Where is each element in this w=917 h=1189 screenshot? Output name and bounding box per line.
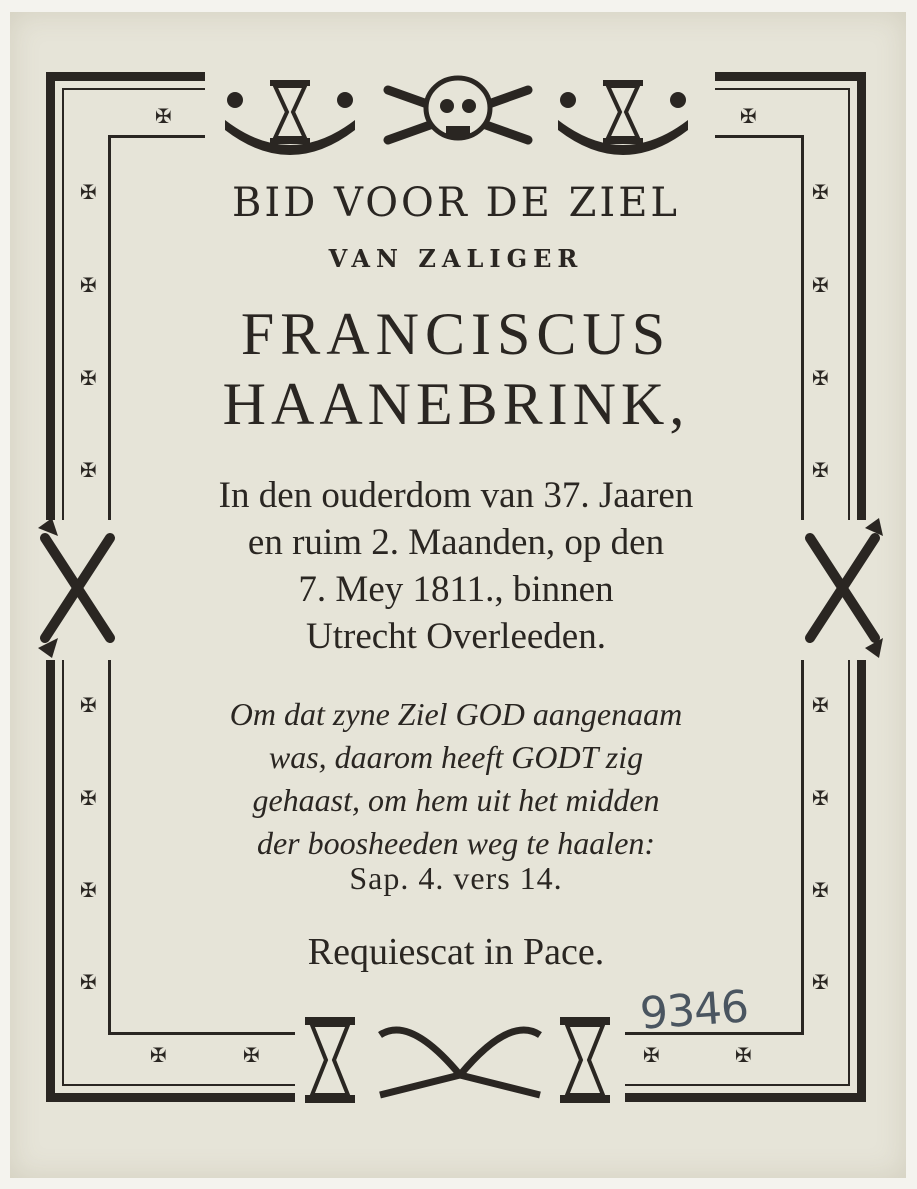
cross-pattee-icon: ✠	[80, 366, 97, 390]
cross-pattee-icon: ✠	[155, 104, 172, 128]
crossed-scythes-icon	[370, 1015, 550, 1105]
crossed-torches-icon	[795, 518, 885, 658]
accession-number: 9346	[638, 981, 750, 1040]
death-details-line: Utrecht Overleeden.	[306, 616, 606, 657]
cross-pattee-icon: ✠	[80, 878, 97, 902]
death-details-line: en ruim 2. Maanden, op den	[247, 522, 665, 563]
cross-pattee-icon: ✠	[812, 693, 829, 717]
verse-line: gehaast, om hem uit het midden	[252, 782, 660, 818]
hourglass-icon	[555, 1015, 615, 1105]
scripture-reference: Sap. 4. vers 14.	[349, 860, 563, 896]
scripture-verse	[120, 693, 792, 865]
hourglass-icon	[215, 70, 365, 160]
cross-pattee-icon: ✠	[812, 786, 829, 810]
cross-pattee-icon: ✠	[812, 878, 829, 902]
hourglass-icon	[548, 70, 698, 160]
cross-pattee-icon: ✠	[80, 273, 97, 297]
cross-pattee-icon: ✠	[735, 1043, 752, 1067]
skull-crossbones-icon	[378, 70, 538, 160]
cross-pattee-icon: ✠	[80, 458, 97, 482]
verse-line: was, daarom heeft GODT zig	[268, 739, 644, 775]
death-details-line: 7. Mey 1811., binnen	[298, 569, 614, 610]
cross-pattee-icon: ✠	[812, 970, 829, 994]
hourglass-icon	[300, 1015, 360, 1105]
death-details-line: In den ouderdom van 37. Jaaren	[218, 475, 694, 516]
deceased-first-name: FRANCISCUS	[240, 301, 672, 367]
crossed-torches-icon	[30, 518, 120, 658]
cross-pattee-icon: ✠	[80, 180, 97, 204]
prayer-heading: BID VOOR DE ZIEL	[232, 180, 680, 226]
cross-pattee-icon: ✠	[812, 366, 829, 390]
cross-pattee-icon: ✠	[80, 970, 97, 994]
cross-pattee-icon: ✠	[812, 273, 829, 297]
cross-pattee-icon: ✠	[812, 458, 829, 482]
closing-blessing: Requiescat in Pace.	[307, 931, 605, 973]
cross-pattee-icon: ✠	[740, 104, 757, 128]
cross-pattee-icon: ✠	[80, 693, 97, 717]
cross-pattee-icon: ✠	[812, 180, 829, 204]
prayer-subheading: VAN ZALIGER	[328, 244, 584, 273]
death-details	[120, 472, 792, 660]
deceased-last-name: HAANEBRINK,	[222, 371, 690, 437]
cross-pattee-icon: ✠	[80, 786, 97, 810]
cross-pattee-icon: ✠	[243, 1043, 260, 1067]
verse-line: Om dat zyne Ziel GOD aangenaam	[229, 696, 683, 732]
cross-pattee-icon: ✠	[643, 1043, 660, 1067]
cross-pattee-icon: ✠	[150, 1043, 167, 1067]
verse-line: der boosheeden weg te haalen:	[256, 825, 656, 861]
